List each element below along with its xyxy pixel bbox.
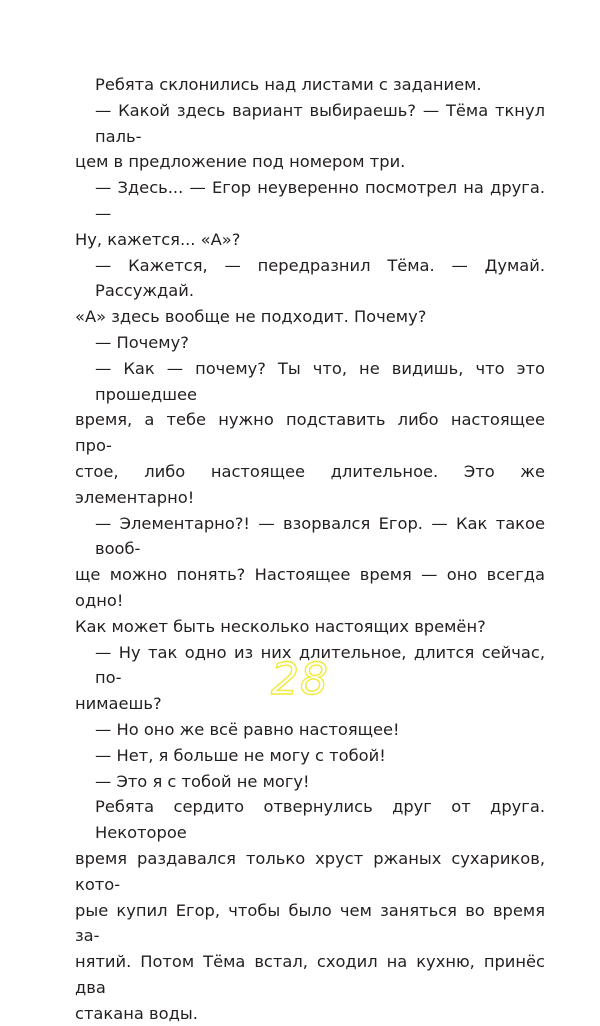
page-number: 28 — [271, 654, 329, 705]
text-line: время, а тебе нужно подставить либо настоящее про- — [75, 410, 545, 456]
text-line: рые купил Егор, чтобы было чем заняться во время за- — [75, 900, 545, 946]
text-line: — Здесь... — Егор неуверенно посмотрел на друга. — — [95, 178, 545, 223]
text-line: — Как — почему? Ты что, не видишь, что это прошедшее — [95, 358, 545, 404]
text-line: — Почему? — [95, 332, 189, 352]
text-line: — Какой здесь вариант выбираешь? — Тёма ткнул паль- — [95, 100, 545, 146]
text-line: нимаешь? — [75, 694, 162, 714]
text-line: нятий. Потом Тёма встал, сходил на кухню, принёс два — [75, 952, 545, 997]
text-line: — Кажется, — передразнил Тёма. — Думай. Рассуждай. — [95, 255, 545, 301]
body-text — [75, 72, 545, 1026]
text-line: ще можно понять? Настоящее время — оно всегда одно! — [75, 565, 545, 610]
text-line: время раздавался только хруст ржаных сухариков, кото- — [75, 848, 545, 894]
text-line: — Но оно же всё равно настоящее! — [95, 719, 400, 739]
text-line: Ребята сердито отвернулись друг от друга. Некоторое — [95, 797, 545, 843]
text-line: цем в предложение под номером три. — [75, 152, 406, 172]
text-line: — Элементарно?! — взорвался Егор. — Как такое вооб- — [95, 513, 545, 559]
text-line: стое, либо настоящее длительное. Это же элементарно! — [75, 461, 545, 507]
text-line: стакана воды. — [75, 1003, 198, 1023]
text-line: Как может быть несколько настоящих времён? — [75, 616, 486, 636]
text-line: — Ну так одно из них длительное, длится сейчас, по- — [95, 642, 545, 688]
text-line: Ну, кажется... «А»? — [75, 229, 241, 249]
text-line: «А» здесь вообще не подходит. Почему? — [75, 307, 427, 327]
text-line: — Нет, я больше не могу с тобой! — [95, 745, 386, 765]
text-line: Ребята склонились над листами с заданием. — [95, 75, 482, 94]
text-line: — Это я с тобой не могу! — [95, 771, 310, 791]
